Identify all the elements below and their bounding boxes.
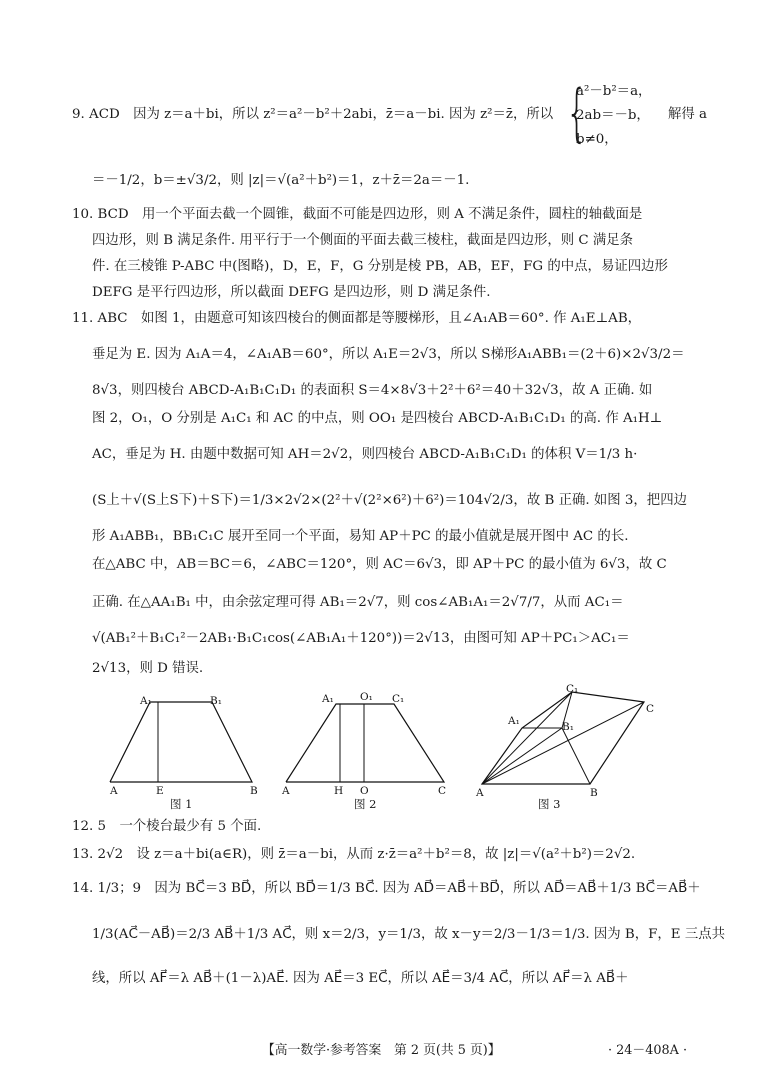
q11-line: 11. ABC 如图 1，由题意可知该四棱台的侧面都是等腰梯形，且∠A₁AB＝60°. 作 A₁E⊥AB， xyxy=(72,311,642,326)
figure-1-caption: 图 1 xyxy=(170,797,193,811)
point-label: B₁ xyxy=(210,695,222,707)
figure-2-trapezoid xyxy=(276,690,456,802)
system-row: a²－b²＝a， xyxy=(576,84,652,99)
point-label: O xyxy=(360,785,369,797)
q11-line: 2√13，则 D 错误. xyxy=(92,661,204,676)
q14-line: 14. 1/3；9 因为 BC⃗＝3 BD⃗，所以 BD⃗＝1/3 BC⃗. 因为 AD⃗＝AB⃗＋BD⃗，所以 AD⃗＝AB⃗＋1/3 BC⃗＝AB⃗＋ xyxy=(72,881,701,896)
q14-line: 1/3(AC⃗－AB⃗)＝2/3 AB⃗＋1/3 AC⃗，则 x＝2/3，y＝1/3，故 x－y＝2/3－1/3＝1/3. 因为 B，F，E 三点共 xyxy=(92,927,725,942)
page-footer: 【高一数学·参考答案 第 2 页(共 5 页)】 xyxy=(262,1043,501,1058)
q11-line: AC，垂足为 H. 由题中数据可知 AH＝2√2，则四棱台 ABCD-A₁B₁C₁D₁ 的体积 V＝1/3 h· xyxy=(92,447,638,462)
point-label: A₁ xyxy=(322,693,334,705)
point-label: A xyxy=(476,787,484,799)
point-label: C xyxy=(646,703,655,715)
q10-line: DEFG 是平行四边形，所以截面 DEFG 是四边形，则 D 满足条件. xyxy=(92,285,491,300)
left-brace-icon: { xyxy=(566,76,588,149)
q9-tail: 解得 a xyxy=(668,107,708,122)
point-label: A₁ xyxy=(140,695,152,707)
figure-3-net xyxy=(470,680,670,802)
q11-line: 在△ABC 中，AB＝BC＝6，∠ABC＝120°，则 AC＝6√3，即 AP＋PC 的最小值为 6√3，故 C xyxy=(92,557,667,572)
figure-1-trapezoid xyxy=(100,690,280,802)
q11-line: 垂足为 E. 因为 A₁A＝4，∠A₁AB＝60°，所以 A₁E＝2√3，所以 S梯形A₁ABB₁＝(2＋6)×2√3/2＝ xyxy=(92,347,685,362)
trapezoid-outline xyxy=(110,702,252,782)
point-label: E xyxy=(156,785,164,797)
q11-line: 图 2，O₁，O 分别是 A₁C₁ 和 AC 的中点，则 OO₁ 是四棱台 ABCD-A₁B₁C₁D₁ 的高. 作 A₁H⊥ xyxy=(92,411,663,426)
point-label: O₁ xyxy=(360,691,373,703)
q14-line: 线，所以 AF⃗＝λ AB⃗＋(1－λ)AE⃗. 因为 AE⃗＝3 EC⃗，所以 AE⃗＝3/4 AC⃗，所以 AF⃗＝λ AB⃗＋ xyxy=(92,971,629,986)
q11-line: 8√3，则四棱台 ABCD-A₁B₁C₁D₁ 的表面积 S＝4×8√3＋2²＋6²＝40＋32√3，故 A 正确. 如 xyxy=(92,383,653,398)
q12-line: 12. 5 一个棱台最少有 5 个面. xyxy=(72,819,262,834)
system-row: 2ab＝－b， xyxy=(576,108,650,123)
q11-line: (S上＋√(S上S下)＋S下)＝1/3×2√2×(2²＋√(2²×6²)＋6²)＝104√2/3，故 B 正确. 如图 3，把四边 xyxy=(92,493,687,508)
figure-3-caption: 图 3 xyxy=(538,797,561,811)
doc-code: · 24－408A · xyxy=(608,1043,688,1058)
segment-ab1 xyxy=(482,728,562,784)
point-label: A xyxy=(110,785,118,797)
q10-line: 件. 在三棱锥 P-ABC 中(图略)，D，E，F，G 分别是棱 PB，AB，EF，FG 的中点，易证四边形 xyxy=(92,259,668,274)
q11-line: 形 A₁ABB₁，BB₁C₁C 展开至同一个平面，易知 AP＋PC 的最小值就是展开图中 AC 的长. xyxy=(92,529,629,544)
point-label: H xyxy=(334,785,344,797)
q9-line-2: ＝－1/2，b＝±√3/2，则 |z|＝√(a²＋b²)＝1，z＋z̄＝2a＝－1. xyxy=(92,173,470,188)
net-outline xyxy=(482,692,644,784)
point-label: C xyxy=(438,785,447,797)
point-label: B xyxy=(250,785,258,797)
point-label: B xyxy=(590,787,598,799)
point-label: A xyxy=(282,785,290,797)
q10-line: 四边形，则 B 满足条件. 用平行于一个侧面的平面去截三棱柱，截面是四边形，则 C 满足条 xyxy=(92,233,634,248)
point-label: C₁ xyxy=(392,693,405,705)
point-label: C₁ xyxy=(566,683,579,695)
q13-line: 13. 2√2 设 z＝a＋bi(a∈R)，则 z̄＝a－bi，从而 z·z̄＝a²＋b²＝8，故 |z|＝√(a²＋b²)＝2√2. xyxy=(72,847,636,862)
q10-line: 10. BCD 用一个平面去截一个圆锥，截面不可能是四边形，则 A 不满足条件，圆柱的轴截面是 xyxy=(72,207,643,222)
q11-line: 正确. 在△AA₁B₁ 中，由余弦定理可得 AB₁＝2√7，则 cos∠AB₁A₁＝2√7/7，从而 AC₁＝ xyxy=(92,595,624,610)
point-label: A₁ xyxy=(508,715,520,727)
point-label: B₁ xyxy=(562,721,574,733)
system-row: b≠0， xyxy=(576,132,618,147)
trapezoid-outline xyxy=(286,704,444,782)
q11-line: √(AB₁²＋B₁C₁²－2AB₁·B₁C₁cos(∠AB₁A₁＋120°))＝2√13，由图可知 AP＋PC₁＞AC₁＝ xyxy=(92,631,630,646)
q9-line-1: 9. ACD 因为 z＝a＋bi，所以 z²＝a²－b²＋2abi，z̄＝a－bi. 因为 z²＝z̄，所以 xyxy=(72,107,554,122)
segment-ac1 xyxy=(482,692,572,784)
segment-ac xyxy=(482,702,644,784)
figure-2-caption: 图 2 xyxy=(354,797,377,811)
